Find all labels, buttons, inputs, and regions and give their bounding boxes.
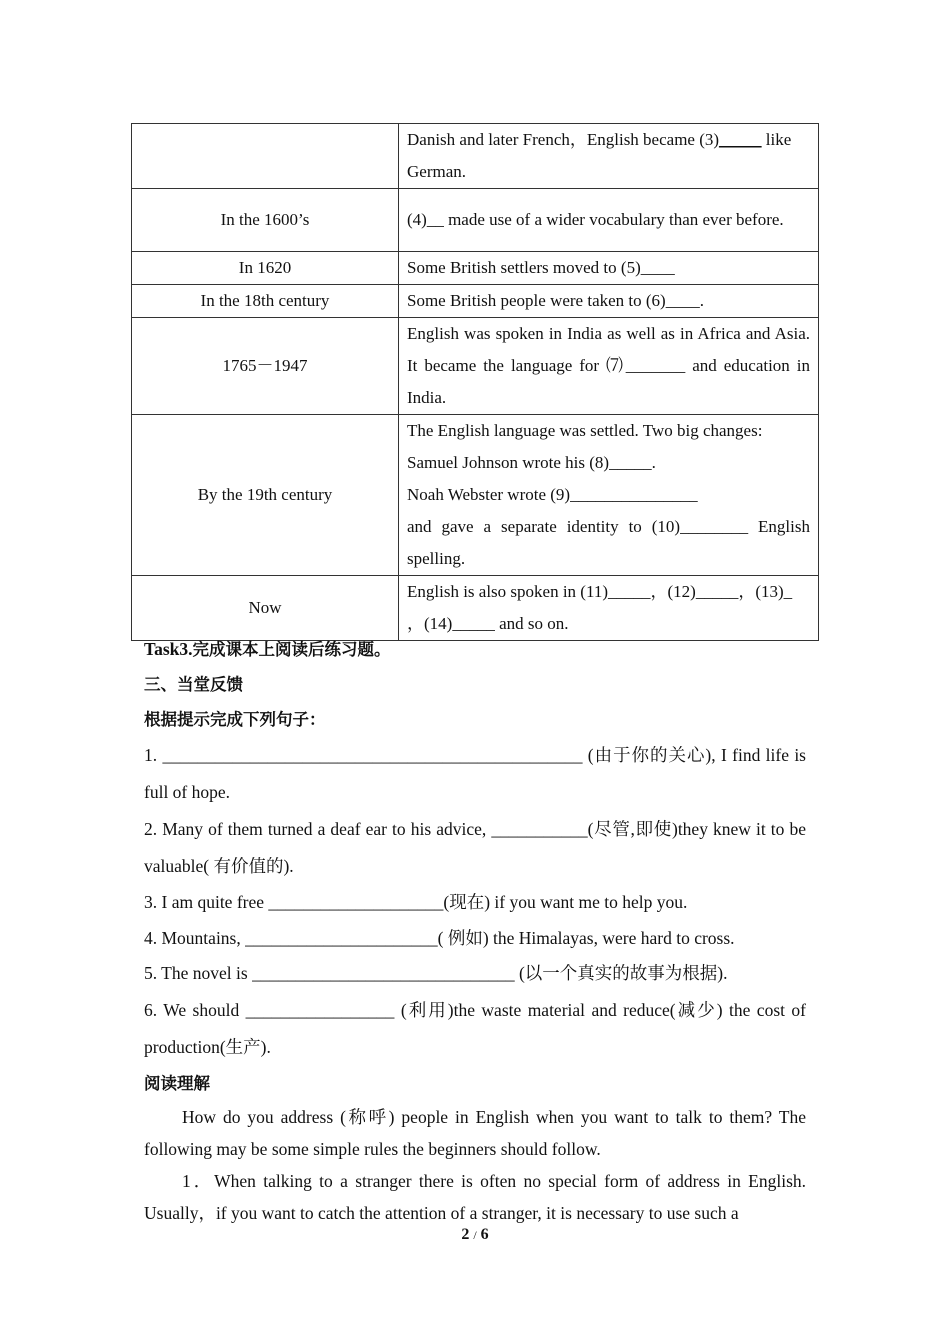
description-line: Noah Webster wrote (9)_______________	[407, 485, 698, 504]
exercise-item: 3. I am quite free ____________________(现在) if you want me to help you.	[144, 892, 688, 912]
description-cell: Some British people were taken to (6)____.	[399, 285, 819, 318]
exercise-item: 4. Mountains, ______________________( 例如) the Himalayas, were hard to cross.	[144, 927, 735, 948]
description-line: Samuel Johnson wrote his (8)_____.	[407, 453, 656, 472]
description-line: The English language was settled. Two big changes:	[407, 421, 763, 440]
feedback-heading: 三、当堂反馈	[144, 675, 243, 694]
period-cell: Now	[132, 576, 399, 641]
table-row	[132, 318, 819, 415]
description-cell	[399, 415, 819, 576]
reading-paragraph: 1．When talking to a stranger there is often no special form of address in English. Usually，if you want to catch the attention of a stranger, it is necessary to use such a	[144, 1170, 806, 1223]
exercise-item: 2. Many of them turned a deaf ear to his advice, ___________(尽管,即使)they knew it to be valuable( 有价值的).	[144, 819, 806, 876]
exercise-item: 1. ________________________________________________ (由于你的关心), I find life is full of hope.	[144, 745, 806, 802]
period-cell: In the 1600’s	[132, 189, 399, 252]
page-number: 2 / 6	[461, 1226, 489, 1243]
task3-heading: Task3.完成课本上阅读后练习题。	[144, 639, 391, 659]
exercise-item: 5. The novel is ______________________________ (以一个真实的故事为根据).	[144, 963, 728, 983]
reading-paragraph: How do you address (称呼) people in English when you want to talk to them? The following may be some simple rules the beginners should follow.	[144, 1106, 806, 1159]
table-row	[132, 415, 819, 576]
table-row	[132, 285, 819, 318]
period-cell	[132, 124, 399, 189]
reading-heading: 阅读理解	[144, 1073, 210, 1093]
history-timeline-table	[131, 123, 819, 641]
instruction-heading: 根据提示完成下列句子：	[144, 710, 326, 729]
description-cell: English was spoken in India as well as in Africa and Asia. It became the language for ⑺_______ and education in India.	[399, 318, 819, 415]
period-cell: In the 18th century	[132, 285, 399, 318]
description-cell: (4)__ made use of a wider vocabulary than ever before.	[399, 189, 819, 252]
period-cell: 1765－1947	[132, 318, 399, 415]
table-row	[132, 576, 819, 641]
description-cell: Some British settlers moved to (5)____	[399, 252, 819, 285]
exercise-item: 6. We should _________________ (利用)the waste material and reduce(减少) the cost of production(生产).	[144, 999, 806, 1057]
table-row	[132, 124, 819, 189]
description-cell: English is also spoken in (11)_____，(12)_____，(13)_ ，(14)_____ and so on.	[399, 576, 819, 641]
description-cell: Danish and later French，English became (3)_____ like German.	[399, 124, 819, 189]
table-row	[132, 189, 819, 252]
description-line: and gave a separate identity to (10)________ English spelling.	[407, 517, 810, 568]
period-cell: By the 19th century	[132, 415, 399, 576]
period-cell: In 1620	[132, 252, 399, 285]
exercise-section	[144, 632, 806, 1229]
table-row	[132, 252, 819, 285]
